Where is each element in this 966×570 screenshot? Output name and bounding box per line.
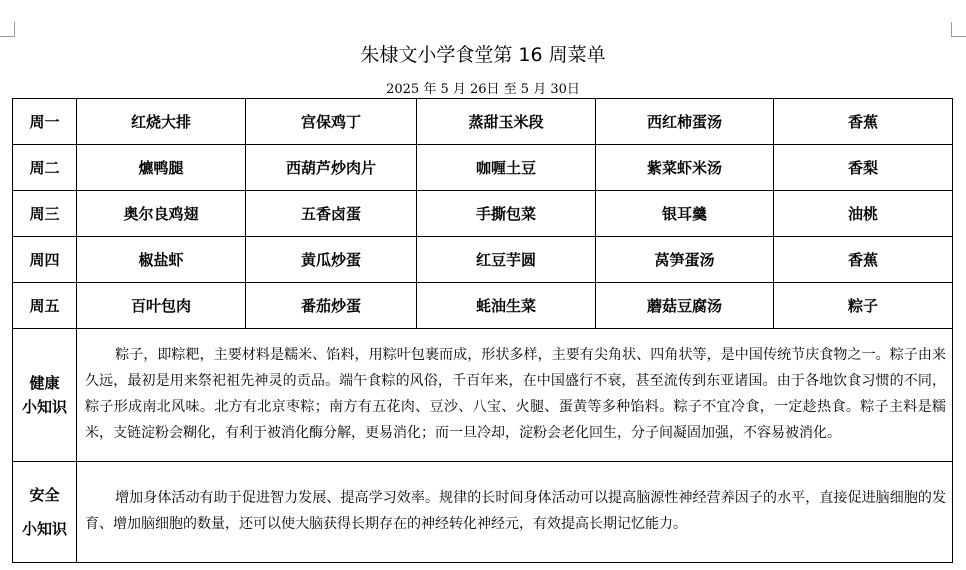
menu-dish-cell: 西葫芦炒肉片: [246, 145, 417, 191]
health-tips-cell: [77, 329, 953, 462]
menu-dish-cell: 手撕包菜: [417, 191, 596, 237]
menu-dish-cell: 咖喱土豆: [417, 145, 596, 191]
menu-dish-cell: 香蕉: [774, 99, 953, 145]
safety-tips-cell: [77, 462, 953, 563]
menu-dish-cell: 油桃: [774, 191, 953, 237]
menu-row: [13, 237, 953, 283]
safety-label-line1: 安全: [29, 486, 60, 504]
menu-dish-cell: 香蕉: [774, 237, 953, 283]
crop-mark-top-right: [951, 22, 966, 37]
menu-dish-cell: 宫保鸡丁: [246, 99, 417, 145]
menu-day-cell: 周一: [13, 99, 77, 145]
menu-day-cell: 周四: [13, 237, 77, 283]
health-label-line1: 健康: [29, 374, 60, 392]
menu-dish-cell: 百叶包肉: [77, 283, 246, 329]
safety-row: [13, 462, 953, 563]
menu-dish-cell: 五香卤蛋: [246, 191, 417, 237]
menu-table: [12, 98, 953, 563]
safety-label-line2: 小知识: [21, 520, 67, 538]
menu-dish-cell: 黄瓜炒蛋: [246, 237, 417, 283]
health-label-cell: [13, 329, 77, 462]
menu-dish-cell: 西红柿蛋汤: [596, 99, 774, 145]
menu-day-cell: 周五: [13, 283, 77, 329]
menu-dish-cell: 蒸甜玉米段: [417, 99, 596, 145]
menu-day-cell: 周二: [13, 145, 77, 191]
menu-dish-cell: 奥尔良鸡翅: [77, 191, 246, 237]
crop-mark-top-left: [0, 22, 15, 37]
health-tips-text: 粽子，即粽粑，主要材料是糯米、馅料，用粽叶包裹而成，形状多样，主要有尖角状、四角状等，是中国传统节庆食物之一。粽子由来久远，最初是用来祭祀祖先神灵的贡品。端午食粽的风俗，千百年来，在中国盛行不衰，甚至流传到东亚诸国。由于各地饮食习惯的不同，粽子形成南北风味。北方有北京枣粽；南方有五花肉、豆沙、八宝、火腿、蛋黄等多种馅料。粽子不宜冷食，一定趁热食。粽子主料是糯米，支链淀粉会糊化，有利于被消化酶分解，更易消化；而一旦冷却，淀粉会老化回生，分子间凝固加强，不容易被消化。: [85, 347, 946, 441]
menu-dish-cell: 银耳羹: [596, 191, 774, 237]
menu-row: [13, 145, 953, 191]
menu-row: [13, 283, 953, 329]
safety-tips-text: 增加身体活动有助于促进智力发展、提高学习效率。规律的长时间身体活动可以提高脑源性神经营养因子的水平，直接促进脑细胞的发育、增加脑细胞的数量，还可以使大脑获得长期存在的神经转化神经元，有效提高长期记忆能力。: [85, 490, 946, 532]
menu-row: [13, 99, 953, 145]
menu-dish-cell: 香梨: [774, 145, 953, 191]
menu-dish-cell: 粽子: [774, 283, 953, 329]
menu-dish-cell: 紫菜虾米汤: [596, 145, 774, 191]
menu-day-cell: 周三: [13, 191, 77, 237]
health-row: [13, 329, 953, 462]
menu-row: [13, 191, 953, 237]
menu-dish-cell: 爊鸭腿: [77, 145, 246, 191]
safety-label-cell: [13, 462, 77, 563]
menu-dish-cell: 莴笋蛋汤: [596, 237, 774, 283]
menu-dish-cell: 番茄炒蛋: [246, 283, 417, 329]
menu-dish-cell: 椒盐虾: [77, 237, 246, 283]
menu-table-body: [13, 99, 953, 329]
page-title: 朱棣文小学食堂第 16 周菜单: [360, 44, 606, 66]
menu-dish-cell: 蘑菇豆腐汤: [596, 283, 774, 329]
menu-dish-cell: 蚝油生菜: [417, 283, 596, 329]
menu-dish-cell: 红豆芋圆: [417, 237, 596, 283]
date-range: 2025 年 5 月 26日 至 5 月 30日: [386, 82, 580, 97]
health-label-line2: 小知识: [21, 398, 67, 416]
menu-dish-cell: 红烧大排: [77, 99, 246, 145]
